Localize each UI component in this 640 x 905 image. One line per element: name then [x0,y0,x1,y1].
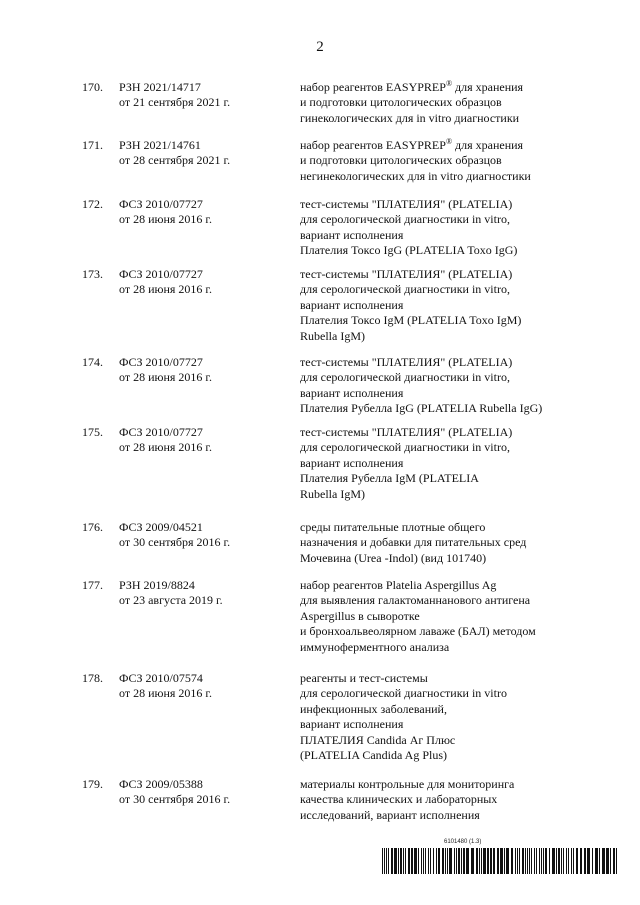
description-line [300,95,600,110]
description-text: тест-системы "ПЛАТЕЛИЯ" (PLATELIA) [300,425,513,439]
description-text: вариант исполнения [300,455,404,470]
registration-date: от 30 сентября 2016 г. [119,792,231,807]
registration-info [119,267,289,298]
page-number: 2 [316,39,324,55]
description-line [300,282,600,297]
registered-trademark-mark: ® [445,137,453,146]
registration-number: ФСЗ 2010/07727 [119,197,203,211]
barcode-bar [391,848,393,874]
description-text: Плателия Рубелла IgG (PLATELIA Rubella IgG) [300,401,543,416]
description-text: набор реагентов EASYPREP [300,80,446,94]
barcode-bar [418,848,419,874]
barcode-bar [504,848,505,874]
registration-date: от 28 июня 2016 г. [119,686,212,701]
entry-number: 171. [82,138,103,152]
description-text: Rubella IgM) [300,328,365,343]
description-line [300,298,600,313]
description-text: реагенты и тест-системы [300,671,428,685]
barcode-bar [566,848,567,874]
description-text: иммуноферментного анализа [300,639,450,654]
barcode-bar [466,848,469,874]
barcode-bar [584,848,586,874]
entry-number: 177. [82,578,103,592]
description-text: Плателия Токсо IgM (PLATELIA Toxo IgM) [300,313,522,328]
description-text: для хранения [452,138,524,152]
barcode-bar [606,848,609,874]
description-text: для хранения [452,80,524,94]
description-text: набор реагентов Platelia Aspergillus Ag [300,578,497,592]
description-text: вариант исполнения [300,385,404,400]
description-text: (PLATELIA Candida Ag Plus) [300,748,447,763]
registration-number: ФСЗ 2009/05388 [119,777,203,791]
description-line [300,80,600,95]
barcode-bar [454,848,455,874]
description-line [300,593,600,608]
entry-number: 178. [82,671,103,685]
barcode-bar [456,848,457,874]
barcode-bar [497,848,499,874]
registration-date: от 21 сентября 2021 г. [119,95,231,110]
description-line [300,671,600,686]
product-description [300,197,600,259]
registration-number: ФСЗ 2009/04521 [119,520,203,534]
product-description [300,138,600,184]
description-text: вариант исполнения [300,227,404,242]
barcode-bar [561,848,562,874]
registration-date: от 28 июня 2016 г. [119,370,212,385]
registration-number: РЗН 2019/8824 [119,578,195,592]
barcode-bar [449,848,452,874]
registration-info [119,355,289,386]
registration-number: ФСЗ 2010/07727 [119,267,203,281]
registered-trademark-mark: ® [445,79,453,88]
barcode-bar [587,848,590,874]
barcode-icon [382,848,620,874]
description-line [300,425,600,440]
barcode-bar [576,848,578,874]
entry-number: 172. [82,197,103,211]
entry-number: 174. [82,355,103,369]
entry-number: 170. [82,80,103,94]
barcode-bar [580,848,582,874]
registration-date: от 23 августа 2019 г. [119,593,223,608]
registration-info [119,520,289,551]
registration-date: от 28 июня 2016 г. [119,440,212,455]
description-text: исследований, вариант исполнения [300,807,480,822]
barcode-bar [436,848,437,874]
description-text: качества клинических и лабораторных [300,792,498,807]
barcode-bar [408,848,410,874]
description-text: для серологической диагностики in vitro, [300,370,510,385]
barcode-bar [541,848,542,874]
product-description [300,355,600,417]
description-text: назначения и добавки для питательных сред [300,535,527,550]
description-line [300,792,600,807]
registration-date: от 30 сентября 2016 г. [119,535,231,550]
description-text: негинекологических для in vitro диагностики [300,168,531,183]
registration-info [119,425,289,456]
barcode-bar [458,848,460,874]
description-text: Rubella IgM) [300,486,365,501]
registration-date: от 28 сентября 2021 г. [119,153,231,168]
barcode-bar [483,848,486,874]
description-line [300,702,600,717]
barcode-bar [481,848,482,874]
barcode-bar [476,848,478,874]
description-text: вариант исполнения [300,717,404,732]
barcode-caption: 6101480 (1.3) [444,839,482,845]
barcode-bar [433,848,434,874]
registration-number: ФСЗ 2010/07727 [119,425,203,439]
barcode-bar [487,848,489,874]
description-line [300,355,600,370]
description-line [300,197,600,212]
barcode-bar [471,848,474,874]
barcode-bar [403,848,404,874]
barcode-bar [423,848,424,874]
description-text: и подготовки цитологических образцов [300,153,502,168]
description-text: для серологической диагностики in vitro, [300,282,510,297]
barcode-bar [461,848,462,874]
description-line [300,153,600,168]
description-line [300,313,600,328]
description-line [300,686,600,701]
barcode-bar [599,848,600,874]
description-line [300,578,600,593]
description-text: Мочевина (Urea -Indol) (вид 101740) [300,550,487,565]
barcode-bar [525,848,526,874]
registration-info [119,197,289,228]
registration-info [119,80,289,111]
barcode-bar [571,848,572,874]
description-line [300,777,600,792]
description-text: среды питательные плотные общего [300,520,486,534]
barcode-bar [479,848,480,874]
product-description [300,267,600,344]
description-line [300,111,600,126]
barcode-bar [534,848,535,874]
barcode-bar [527,848,528,874]
registration-date: от 28 июня 2016 г. [119,212,212,227]
description-line [300,535,600,550]
registration-number: ФСЗ 2010/07574 [119,671,203,685]
description-text: Aspergillus в сыворотке [300,608,420,623]
entry-number: 175. [82,425,103,439]
barcode-bar [425,848,426,874]
description-text: Плателия Рубелла IgM (PLATELIA [300,471,479,486]
description-text: тест-системы "ПЛАТЕЛИЯ" (PLATELIA) [300,197,513,211]
description-line [300,733,600,748]
entry-number: 176. [82,520,103,534]
description-line [300,401,600,416]
barcode-bar [490,848,492,874]
description-line [300,169,600,184]
barcode-bar [568,848,569,874]
description-line [300,267,600,282]
barcode-bar [573,848,574,874]
product-description [300,671,600,763]
barcode-bar [430,848,431,874]
barcode-bar [595,848,598,874]
registration-info [119,671,289,702]
description-line [300,243,600,258]
description-text: для серологической диагностики in vitro, [300,212,510,227]
description-line [300,609,600,624]
barcode-bar [522,848,524,874]
barcode-bar [394,848,397,874]
barcode-bar [515,848,516,874]
barcode-bar [616,848,617,874]
barcode-bar [386,848,387,874]
description-line [300,228,600,243]
product-description [300,425,600,502]
description-text: набор реагентов EASYPREP [300,138,446,152]
description-text: гинекологических для in vitro диагностики [300,110,520,125]
description-line [300,329,600,344]
barcode-bar [438,848,440,874]
barcode-bar [506,848,509,874]
barcode-bar [414,848,417,874]
description-line [300,440,600,455]
product-description [300,777,600,823]
registration-number: ФСЗ 2010/07727 [119,355,203,369]
description-text: Плателия Токсо IgG (PLATELIA Toxo IgG) [300,243,518,258]
barcode-bar [405,848,406,874]
barcode-bar [545,848,547,874]
description-line [300,808,600,823]
description-line [300,748,600,763]
description-text: и бронхоальвеолярном лаваже (БАЛ) методом [300,624,536,639]
barcode-bar [539,848,540,874]
barcode-bar [400,848,402,874]
registration-number: РЗН 2021/14717 [119,80,201,94]
registration-number: РЗН 2021/14761 [119,138,201,152]
barcode-bar [529,848,530,874]
registration-info [119,578,289,609]
barcode-bar [445,848,446,874]
description-text: тест-системы "ПЛАТЕЛИЯ" (PLATELIA) [300,267,513,281]
barcode-bar [447,848,448,874]
barcode-block [382,839,620,875]
description-text: для серологической диагностики in vitro [300,686,507,701]
barcode-bar [543,848,544,874]
barcode-bar [493,848,495,874]
barcode-bar [398,848,399,874]
barcode-bar [382,848,383,874]
description-line [300,551,600,566]
registration-date: от 28 июня 2016 г. [119,282,212,297]
description-line [300,212,600,227]
description-line [300,386,600,401]
description-text: инфекционных заболеваний, [300,701,447,716]
barcode-bar [442,848,444,874]
description-text: для выявления галактоманнанового антигена [300,593,531,608]
description-line [300,370,600,385]
barcode-bar [517,848,518,874]
barcode-bar [421,848,422,874]
description-line [300,624,600,639]
product-description [300,578,600,655]
barcode-bar [384,848,385,874]
description-line [300,487,600,502]
barcode-bar [428,848,429,874]
barcode-bar [511,848,513,874]
barcode-bar [602,848,605,874]
barcode-bar [552,848,555,874]
barcode-bar [610,848,611,874]
description-line [300,456,600,471]
entry-number: 173. [82,267,103,281]
description-line [300,138,600,153]
barcode-bar [531,848,532,874]
registration-info [119,777,289,808]
description-text: и подготовки цитологических образцов [300,95,502,110]
description-line [300,717,600,732]
description-line [300,520,600,535]
barcode-bar [388,848,389,874]
barcode-bar [411,848,413,874]
description-text: тест-системы "ПЛАТЕЛИЯ" (PLATELIA) [300,355,513,369]
product-description [300,80,600,126]
description-text: вариант исполнения [300,297,404,312]
registration-info [119,138,289,169]
barcode-bar [463,848,465,874]
description-line [300,640,600,655]
entry-number: 179. [82,777,103,791]
barcode-bar [592,848,593,874]
description-text: ПЛАТЕЛИЯ Candida Аг Плюс [300,732,456,747]
barcode-bar [536,848,537,874]
description-text: для серологической диагностики in vitro, [300,440,510,455]
barcode-bar [563,848,564,874]
barcode-bar [519,848,520,874]
barcode-bar [613,848,615,874]
barcode-bar [500,848,503,874]
description-text: материалы контрольные для мониторинга [300,777,515,791]
barcode-bar [556,848,557,874]
product-description [300,520,600,566]
description-line [300,471,600,486]
barcode-bar [549,848,550,874]
barcode-bar [558,848,560,874]
